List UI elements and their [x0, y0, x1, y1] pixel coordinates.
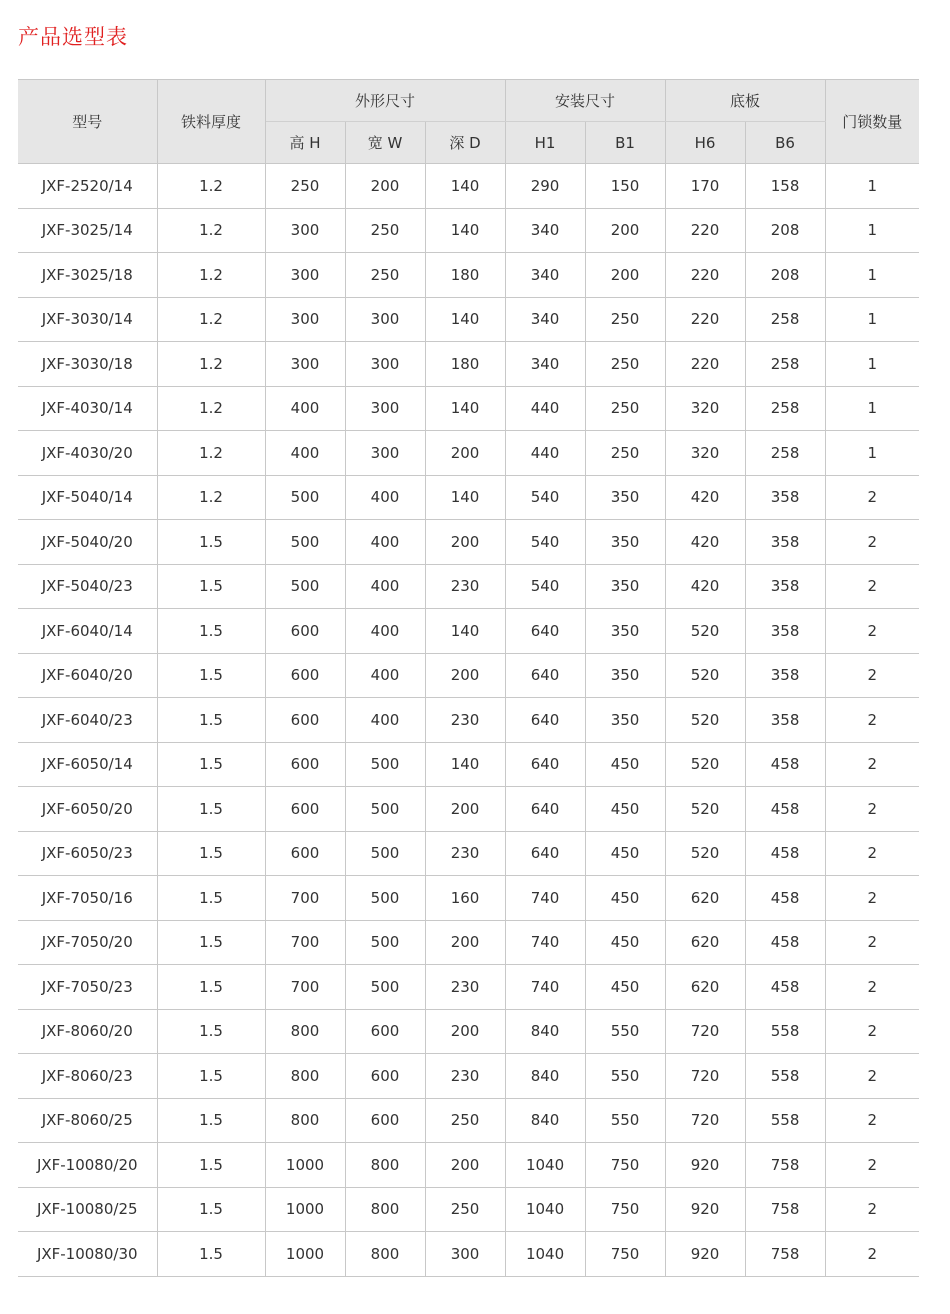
- cell-h1: 640: [505, 787, 585, 832]
- cell-h6: 620: [665, 965, 745, 1010]
- cell-b6: 758: [745, 1187, 825, 1232]
- cell-height-h: 800: [265, 1054, 345, 1099]
- cell-h1: 640: [505, 609, 585, 654]
- cell-depth-d: 180: [425, 342, 505, 387]
- table-row: [18, 164, 919, 209]
- cell-model: JXF-10080/25: [18, 1187, 157, 1232]
- cell-model: JXF-3030/18: [18, 342, 157, 387]
- cell-lock-count: 1: [825, 253, 919, 298]
- cell-thickness: 1.5: [157, 609, 265, 654]
- cell-depth-d: 230: [425, 965, 505, 1010]
- cell-h1: 440: [505, 386, 585, 431]
- table-row: [18, 787, 919, 832]
- cell-model: JXF-7050/16: [18, 876, 157, 921]
- cell-height-h: 600: [265, 831, 345, 876]
- cell-h1: 340: [505, 297, 585, 342]
- header-depth-d: 深 D: [425, 122, 505, 164]
- cell-b6: 458: [745, 965, 825, 1010]
- cell-b6: 458: [745, 876, 825, 921]
- cell-lock-count: 1: [825, 342, 919, 387]
- cell-width-w: 600: [345, 1098, 425, 1143]
- cell-thickness: 1.5: [157, 1009, 265, 1054]
- cell-h1: 290: [505, 164, 585, 209]
- cell-model: JXF-6040/23: [18, 698, 157, 743]
- cell-b6: 258: [745, 342, 825, 387]
- table-row: [18, 520, 919, 565]
- cell-b1: 450: [585, 876, 665, 921]
- cell-depth-d: 230: [425, 564, 505, 609]
- cell-width-w: 500: [345, 742, 425, 787]
- cell-h1: 540: [505, 520, 585, 565]
- cell-b6: 558: [745, 1054, 825, 1099]
- cell-h6: 220: [665, 342, 745, 387]
- cell-thickness: 1.5: [157, 1054, 265, 1099]
- cell-h6: 620: [665, 876, 745, 921]
- header-height-h: 高 H: [265, 122, 345, 164]
- cell-depth-d: 180: [425, 253, 505, 298]
- cell-b6: 258: [745, 297, 825, 342]
- cell-h6: 720: [665, 1009, 745, 1054]
- cell-thickness: 1.5: [157, 965, 265, 1010]
- cell-depth-d: 200: [425, 1143, 505, 1188]
- cell-b1: 250: [585, 297, 665, 342]
- cell-lock-count: 2: [825, 920, 919, 965]
- cell-model: JXF-10080/20: [18, 1143, 157, 1188]
- cell-b6: 458: [745, 831, 825, 876]
- cell-thickness: 1.5: [157, 1232, 265, 1277]
- cell-model: JXF-6050/20: [18, 787, 157, 832]
- cell-width-w: 500: [345, 920, 425, 965]
- cell-lock-count: 2: [825, 475, 919, 520]
- table-row: [18, 965, 919, 1010]
- cell-thickness: 1.5: [157, 520, 265, 565]
- cell-b6: 458: [745, 920, 825, 965]
- table-row: [18, 920, 919, 965]
- cell-thickness: 1.2: [157, 253, 265, 298]
- header-b1: B1: [585, 122, 665, 164]
- cell-depth-d: 230: [425, 1054, 505, 1099]
- cell-h1: 740: [505, 876, 585, 921]
- cell-depth-d: 230: [425, 698, 505, 743]
- cell-b1: 450: [585, 920, 665, 965]
- cell-depth-d: 140: [425, 297, 505, 342]
- cell-b6: 258: [745, 386, 825, 431]
- header-outer-dimensions: 外形尺寸: [265, 80, 505, 122]
- table-row: [18, 1054, 919, 1099]
- cell-b1: 250: [585, 342, 665, 387]
- cell-depth-d: 230: [425, 831, 505, 876]
- cell-lock-count: 2: [825, 1054, 919, 1099]
- cell-model: JXF-6040/14: [18, 609, 157, 654]
- table-row: [18, 475, 919, 520]
- cell-lock-count: 1: [825, 164, 919, 209]
- cell-height-h: 500: [265, 564, 345, 609]
- cell-model: JXF-6040/20: [18, 653, 157, 698]
- cell-thickness: 1.5: [157, 1187, 265, 1232]
- cell-b1: 150: [585, 164, 665, 209]
- cell-b6: 758: [745, 1143, 825, 1188]
- table-row: [18, 831, 919, 876]
- cell-thickness: 1.5: [157, 698, 265, 743]
- header-thickness: 铁料厚度: [157, 80, 265, 164]
- cell-h1: 840: [505, 1098, 585, 1143]
- table-row: [18, 386, 919, 431]
- cell-lock-count: 1: [825, 208, 919, 253]
- cell-height-h: 400: [265, 386, 345, 431]
- cell-height-h: 700: [265, 876, 345, 921]
- cell-thickness: 1.2: [157, 386, 265, 431]
- cell-model: JXF-7050/20: [18, 920, 157, 965]
- cell-b6: 558: [745, 1009, 825, 1054]
- cell-b6: 358: [745, 698, 825, 743]
- table-body: [18, 164, 919, 1277]
- cell-width-w: 300: [345, 431, 425, 476]
- cell-b1: 550: [585, 1054, 665, 1099]
- cell-height-h: 600: [265, 653, 345, 698]
- cell-thickness: 1.2: [157, 208, 265, 253]
- cell-height-h: 1000: [265, 1232, 345, 1277]
- cell-thickness: 1.2: [157, 475, 265, 520]
- cell-b1: 550: [585, 1098, 665, 1143]
- cell-h1: 740: [505, 920, 585, 965]
- cell-lock-count: 2: [825, 1187, 919, 1232]
- cell-lock-count: 2: [825, 609, 919, 654]
- cell-width-w: 300: [345, 297, 425, 342]
- cell-lock-count: 2: [825, 1232, 919, 1277]
- cell-b1: 450: [585, 787, 665, 832]
- cell-h1: 840: [505, 1009, 585, 1054]
- cell-h6: 520: [665, 742, 745, 787]
- cell-thickness: 1.5: [157, 831, 265, 876]
- cell-depth-d: 200: [425, 920, 505, 965]
- cell-depth-d: 300: [425, 1232, 505, 1277]
- cell-h6: 220: [665, 297, 745, 342]
- cell-b6: 208: [745, 208, 825, 253]
- cell-b1: 450: [585, 831, 665, 876]
- cell-width-w: 250: [345, 208, 425, 253]
- cell-model: JXF-8060/20: [18, 1009, 157, 1054]
- table-row: [18, 1143, 919, 1188]
- cell-model: JXF-7050/23: [18, 965, 157, 1010]
- table-row: [18, 698, 919, 743]
- cell-b6: 358: [745, 564, 825, 609]
- cell-h1: 340: [505, 208, 585, 253]
- cell-h1: 1040: [505, 1187, 585, 1232]
- cell-b6: 208: [745, 253, 825, 298]
- cell-width-w: 300: [345, 342, 425, 387]
- cell-depth-d: 140: [425, 609, 505, 654]
- cell-height-h: 600: [265, 609, 345, 654]
- cell-h6: 520: [665, 831, 745, 876]
- header-base-plate: 底板: [665, 80, 825, 122]
- cell-height-h: 300: [265, 297, 345, 342]
- cell-h6: 520: [665, 653, 745, 698]
- cell-model: JXF-3030/14: [18, 297, 157, 342]
- cell-b6: 358: [745, 609, 825, 654]
- cell-h6: 170: [665, 164, 745, 209]
- cell-h1: 640: [505, 742, 585, 787]
- cell-b6: 358: [745, 653, 825, 698]
- cell-model: JXF-5040/23: [18, 564, 157, 609]
- cell-b1: 750: [585, 1187, 665, 1232]
- cell-model: JXF-6050/14: [18, 742, 157, 787]
- header-row-top: [18, 80, 919, 122]
- cell-height-h: 500: [265, 475, 345, 520]
- cell-h6: 920: [665, 1232, 745, 1277]
- cell-height-h: 1000: [265, 1143, 345, 1188]
- cell-lock-count: 2: [825, 520, 919, 565]
- cell-width-w: 400: [345, 475, 425, 520]
- cell-depth-d: 140: [425, 475, 505, 520]
- cell-model: JXF-6050/23: [18, 831, 157, 876]
- cell-h6: 720: [665, 1054, 745, 1099]
- cell-height-h: 400: [265, 431, 345, 476]
- cell-height-h: 300: [265, 342, 345, 387]
- table-row: [18, 1009, 919, 1054]
- cell-width-w: 500: [345, 876, 425, 921]
- cell-h6: 920: [665, 1187, 745, 1232]
- table-row: [18, 431, 919, 476]
- cell-depth-d: 200: [425, 431, 505, 476]
- cell-lock-count: 2: [825, 1009, 919, 1054]
- cell-b1: 250: [585, 431, 665, 476]
- cell-thickness: 1.5: [157, 876, 265, 921]
- table-row: [18, 564, 919, 609]
- cell-h1: 640: [505, 831, 585, 876]
- cell-b1: 350: [585, 520, 665, 565]
- cell-h6: 520: [665, 787, 745, 832]
- cell-height-h: 300: [265, 208, 345, 253]
- cell-lock-count: 1: [825, 386, 919, 431]
- header-model: 型号: [18, 80, 157, 164]
- header-lock-count: 门锁数量: [825, 80, 919, 164]
- cell-b1: 750: [585, 1232, 665, 1277]
- table-row: [18, 876, 919, 921]
- table-row: [18, 253, 919, 298]
- header-width-w: 宽 W: [345, 122, 425, 164]
- cell-model: JXF-3025/14: [18, 208, 157, 253]
- cell-thickness: 1.5: [157, 1098, 265, 1143]
- page-title: 产品选型表: [18, 25, 128, 49]
- cell-model: JXF-8060/25: [18, 1098, 157, 1143]
- header-b6: B6: [745, 122, 825, 164]
- cell-h6: 320: [665, 386, 745, 431]
- cell-b6: 358: [745, 475, 825, 520]
- cell-depth-d: 200: [425, 787, 505, 832]
- cell-thickness: 1.5: [157, 653, 265, 698]
- cell-b6: 258: [745, 431, 825, 476]
- cell-model: JXF-10080/30: [18, 1232, 157, 1277]
- cell-thickness: 1.5: [157, 1143, 265, 1188]
- cell-b1: 450: [585, 965, 665, 1010]
- cell-h6: 220: [665, 208, 745, 253]
- cell-width-w: 800: [345, 1143, 425, 1188]
- cell-h6: 520: [665, 609, 745, 654]
- cell-h6: 520: [665, 698, 745, 743]
- cell-lock-count: 2: [825, 653, 919, 698]
- cell-height-h: 250: [265, 164, 345, 209]
- cell-h6: 320: [665, 431, 745, 476]
- cell-width-w: 400: [345, 609, 425, 654]
- cell-thickness: 1.2: [157, 431, 265, 476]
- cell-width-w: 600: [345, 1009, 425, 1054]
- table-row: [18, 208, 919, 253]
- cell-depth-d: 250: [425, 1098, 505, 1143]
- cell-h1: 540: [505, 564, 585, 609]
- cell-b1: 350: [585, 564, 665, 609]
- cell-width-w: 400: [345, 653, 425, 698]
- cell-h1: 640: [505, 698, 585, 743]
- cell-model: JXF-4030/14: [18, 386, 157, 431]
- cell-thickness: 1.5: [157, 920, 265, 965]
- cell-b6: 158: [745, 164, 825, 209]
- table-header: [18, 80, 919, 164]
- cell-b1: 750: [585, 1143, 665, 1188]
- table-row: [18, 342, 919, 387]
- cell-depth-d: 140: [425, 208, 505, 253]
- table-row: [18, 1232, 919, 1277]
- cell-lock-count: 2: [825, 1098, 919, 1143]
- cell-thickness: 1.5: [157, 564, 265, 609]
- cell-thickness: 1.2: [157, 164, 265, 209]
- cell-model: JXF-3025/18: [18, 253, 157, 298]
- cell-h1: 1040: [505, 1143, 585, 1188]
- cell-depth-d: 140: [425, 386, 505, 431]
- cell-b1: 350: [585, 475, 665, 520]
- cell-lock-count: 1: [825, 431, 919, 476]
- cell-width-w: 600: [345, 1054, 425, 1099]
- cell-b1: 200: [585, 208, 665, 253]
- cell-height-h: 1000: [265, 1187, 345, 1232]
- cell-width-w: 200: [345, 164, 425, 209]
- cell-depth-d: 200: [425, 520, 505, 565]
- cell-lock-count: 1: [825, 297, 919, 342]
- cell-b1: 350: [585, 609, 665, 654]
- table-row: [18, 609, 919, 654]
- cell-b6: 558: [745, 1098, 825, 1143]
- cell-h1: 340: [505, 342, 585, 387]
- cell-h1: 640: [505, 653, 585, 698]
- cell-h1: 540: [505, 475, 585, 520]
- header-h1: H1: [505, 122, 585, 164]
- cell-h6: 920: [665, 1143, 745, 1188]
- cell-width-w: 400: [345, 564, 425, 609]
- table-row: [18, 1098, 919, 1143]
- product-selection-table: [18, 79, 919, 1277]
- cell-thickness: 1.2: [157, 297, 265, 342]
- cell-depth-d: 250: [425, 1187, 505, 1232]
- cell-h6: 420: [665, 475, 745, 520]
- cell-width-w: 800: [345, 1232, 425, 1277]
- cell-b6: 458: [745, 787, 825, 832]
- cell-lock-count: 2: [825, 965, 919, 1010]
- cell-depth-d: 200: [425, 1009, 505, 1054]
- cell-thickness: 1.2: [157, 342, 265, 387]
- cell-lock-count: 2: [825, 698, 919, 743]
- cell-model: JXF-8060/23: [18, 1054, 157, 1099]
- cell-model: JXF-5040/14: [18, 475, 157, 520]
- cell-h6: 620: [665, 920, 745, 965]
- cell-height-h: 600: [265, 787, 345, 832]
- cell-b1: 450: [585, 742, 665, 787]
- cell-lock-count: 2: [825, 787, 919, 832]
- cell-height-h: 700: [265, 965, 345, 1010]
- table-row: [18, 297, 919, 342]
- cell-lock-count: 2: [825, 1143, 919, 1188]
- cell-model: JXF-4030/20: [18, 431, 157, 476]
- cell-width-w: 500: [345, 965, 425, 1010]
- table-row: [18, 653, 919, 698]
- cell-b1: 350: [585, 653, 665, 698]
- cell-h1: 1040: [505, 1232, 585, 1277]
- cell-width-w: 400: [345, 698, 425, 743]
- header-install-dimensions: 安装尺寸: [505, 80, 665, 122]
- cell-b1: 350: [585, 698, 665, 743]
- cell-h1: 740: [505, 965, 585, 1010]
- cell-h6: 720: [665, 1098, 745, 1143]
- cell-height-h: 800: [265, 1098, 345, 1143]
- cell-height-h: 600: [265, 698, 345, 743]
- cell-height-h: 300: [265, 253, 345, 298]
- cell-height-h: 500: [265, 520, 345, 565]
- cell-h6: 420: [665, 520, 745, 565]
- cell-h1: 340: [505, 253, 585, 298]
- cell-height-h: 700: [265, 920, 345, 965]
- cell-depth-d: 140: [425, 742, 505, 787]
- cell-width-w: 500: [345, 831, 425, 876]
- cell-width-w: 500: [345, 787, 425, 832]
- table-row: [18, 742, 919, 787]
- cell-h1: 840: [505, 1054, 585, 1099]
- cell-b6: 458: [745, 742, 825, 787]
- cell-width-w: 250: [345, 253, 425, 298]
- header-h6: H6: [665, 122, 745, 164]
- cell-thickness: 1.5: [157, 742, 265, 787]
- cell-lock-count: 2: [825, 564, 919, 609]
- cell-depth-d: 160: [425, 876, 505, 921]
- cell-width-w: 300: [345, 386, 425, 431]
- cell-b6: 358: [745, 520, 825, 565]
- cell-lock-count: 2: [825, 876, 919, 921]
- cell-b6: 758: [745, 1232, 825, 1277]
- cell-model: JXF-2520/14: [18, 164, 157, 209]
- cell-depth-d: 200: [425, 653, 505, 698]
- cell-lock-count: 2: [825, 742, 919, 787]
- cell-depth-d: 140: [425, 164, 505, 209]
- cell-width-w: 800: [345, 1187, 425, 1232]
- cell-height-h: 600: [265, 742, 345, 787]
- cell-lock-count: 2: [825, 831, 919, 876]
- cell-h6: 420: [665, 564, 745, 609]
- cell-thickness: 1.5: [157, 787, 265, 832]
- cell-width-w: 400: [345, 520, 425, 565]
- cell-b1: 550: [585, 1009, 665, 1054]
- cell-b1: 200: [585, 253, 665, 298]
- cell-h1: 440: [505, 431, 585, 476]
- cell-b1: 250: [585, 386, 665, 431]
- cell-height-h: 800: [265, 1009, 345, 1054]
- table-row: [18, 1187, 919, 1232]
- cell-h6: 220: [665, 253, 745, 298]
- cell-model: JXF-5040/20: [18, 520, 157, 565]
